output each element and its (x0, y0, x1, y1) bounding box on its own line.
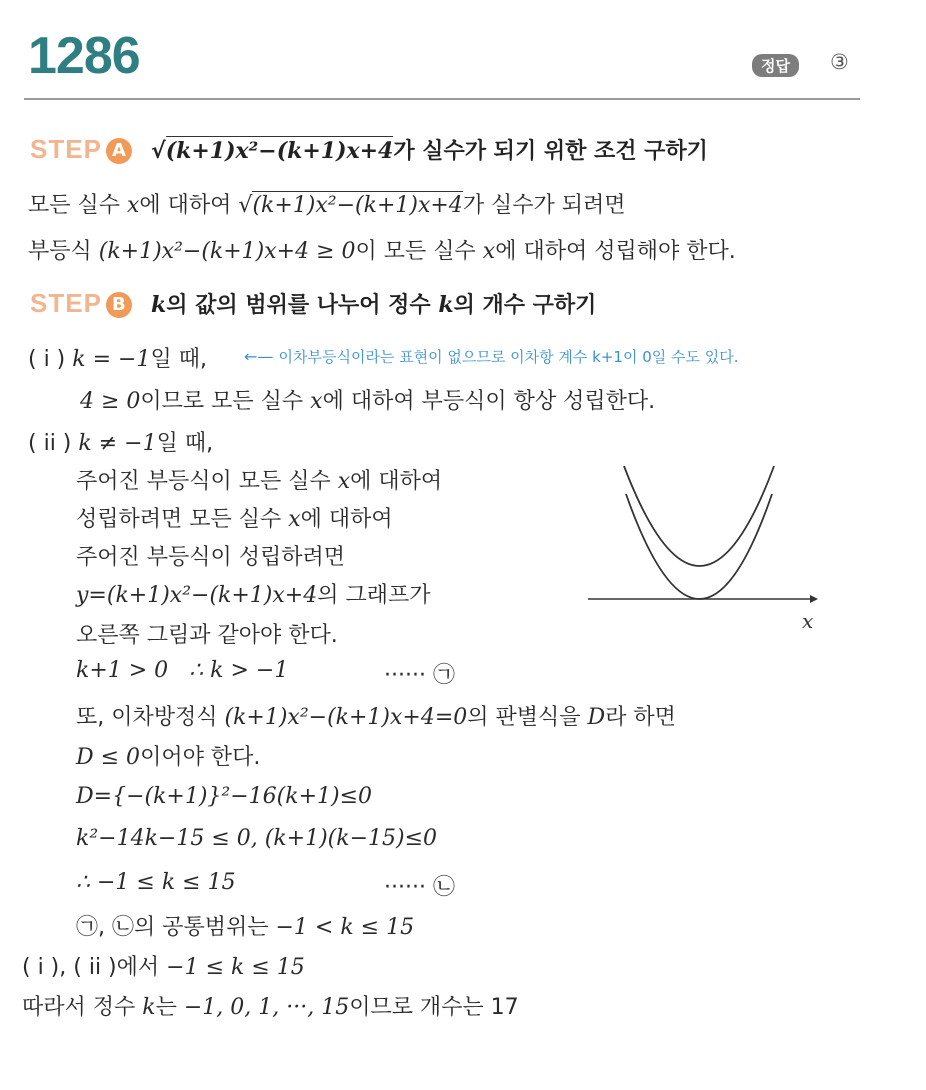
text: 의 그래프가 (317, 583, 431, 608)
math-range: −1 ≤ k ≤ 15 (166, 955, 305, 980)
text: 일 때, (150, 347, 207, 372)
case-2-line-8 (76, 740, 260, 771)
x-axis-label: x (802, 609, 814, 633)
text: 에 대하여 (139, 193, 239, 218)
step-a-title-text: 가 실수가 되기 위한 조건 구하기 (393, 139, 708, 164)
case-2-line-9 (76, 784, 372, 809)
text: 이어야 한다. (140, 745, 261, 770)
math-range: −1 < k ≤ 15 (275, 915, 415, 940)
text: 또, 이차방정식 (76, 705, 225, 730)
step-a-label: STEP (30, 134, 102, 164)
text: 주어진 부등식이 모든 실수 (76, 469, 338, 494)
text: 에 대하여 (300, 507, 393, 532)
step-a-radical: (k+1)x²−(k+1)x+4 (165, 138, 394, 164)
case-2-line-2 (76, 502, 393, 533)
text: ㉠, ㉡의 공통범위는 (76, 915, 276, 940)
math-condition: D ≤ 0 (76, 745, 141, 770)
text: 라 하면 (605, 705, 676, 730)
math-inequality: (k+1)x²−(k+1)x+4 ≥ 0 (98, 239, 356, 264)
text: 모든 실수 (28, 193, 127, 218)
text: 성립하려면 모든 실수 (76, 507, 289, 532)
math-factor: k²−14k−15 ≤ 0, (k+1)(k−15)≤0 (76, 826, 438, 851)
text: 에 대하여 성립해야 한다. (495, 239, 736, 264)
parabola-tangent (626, 494, 772, 599)
header-divider (24, 98, 860, 100)
case-2-line-6 (76, 658, 288, 683)
math-x: x (127, 193, 140, 218)
parabola-upper (624, 466, 774, 566)
step-a-badge: A (106, 138, 132, 164)
math-range: ∴ −1 ≤ k ≤ 15 (76, 870, 236, 895)
math-k: k (142, 995, 156, 1020)
math-radical: (k+1)x²−(k+1)x+4 (252, 193, 463, 218)
math-condition: k = −1 (72, 347, 151, 372)
case-1-note (244, 346, 739, 367)
case-number: ( i ) (28, 347, 66, 372)
case-2-line-11 (76, 870, 236, 895)
case-2-line-5: 오른쪽 그림과 같아야 한다. (76, 623, 338, 648)
x-axis-arrow-icon (810, 595, 818, 603)
case-number: ( ii ) (28, 431, 72, 456)
step-b-label: STEP (30, 288, 102, 318)
text: 의 값의 범위를 나누어 정수 (166, 293, 439, 318)
tag-1: ······ ㉠ (384, 663, 455, 688)
math-x: x (310, 389, 323, 414)
step-b-title (151, 293, 596, 318)
step-a-line-2 (28, 234, 736, 265)
text: 에 대하여 부등식이 항상 성립한다. (322, 389, 656, 414)
step-a-heading (30, 134, 708, 165)
math-k: k (438, 292, 454, 318)
case-2-line-10 (76, 826, 437, 851)
math-condition: k ≠ −1 (78, 431, 157, 456)
step-b-heading (30, 288, 596, 319)
text: 일 때, (156, 431, 214, 456)
answer-badge: 정답 (752, 54, 799, 77)
case-2-line-4 (76, 578, 430, 609)
conclusion-line-2 (22, 990, 519, 1021)
case-2-line-12 (76, 910, 414, 941)
conclusion-line-1 (22, 950, 305, 981)
case-2-line-3: 주어진 부등식이 성립하려면 (76, 545, 346, 570)
math-x: x (288, 507, 301, 532)
case-1-line (80, 384, 655, 415)
math-x: x (337, 469, 351, 494)
math-list: −1, 0, 1, ···, 15 (183, 995, 350, 1020)
text: 는 (155, 995, 184, 1020)
step-a-line-1: 모든 실수 x에 대하여 √(k+1)x²−(k+1)x+4가 실수가 되려면 (28, 193, 626, 218)
case-2-line-1 (76, 464, 442, 495)
math-x: x (482, 239, 496, 264)
text: 에 대하여 (350, 469, 443, 494)
text: 따라서 정수 (22, 995, 143, 1020)
math-function: y=(k+1)x²−(k+1)x+4 (76, 583, 318, 608)
math-expr: 4 ≥ 0 (80, 389, 141, 414)
text: 이므로 개수는 17 (349, 995, 519, 1020)
arrow-left-icon: ←— (244, 347, 274, 366)
math-discriminant: D={−(k+1)}²−16(k+1)≤0 (76, 784, 373, 809)
text: 이 모든 실수 (355, 239, 483, 264)
case-2-heading (28, 426, 213, 457)
parabola-graph (580, 456, 820, 636)
step-b-badge: B (106, 292, 132, 318)
note-text: 이차부등식이라는 표현이 없으므로 이차항 계수 k+1이 0일 수도 있다. (278, 348, 739, 366)
case-1-heading (28, 342, 207, 373)
math-equation: (k+1)x²−(k+1)x+4=0 (224, 705, 468, 730)
text: 의 판별식을 (467, 705, 588, 730)
problem-number: 1286 (28, 27, 140, 85)
text: 부등식 (28, 239, 99, 264)
math-k: k (151, 292, 167, 318)
math-D: D (587, 705, 606, 730)
answer-value: ③ (830, 50, 849, 74)
step-a-title: √(k+1)x²−(k+1)x+4가 실수가 되기 위한 조건 구하기 (151, 138, 708, 164)
text: 이므로 모든 실수 (140, 389, 311, 414)
tag-2: ······ ㉡ (384, 875, 455, 900)
text: 가 실수가 되려면 (462, 193, 626, 218)
math-condition: k+1 > 0 ∴ k > −1 (76, 658, 289, 683)
case-2-line-7 (76, 700, 676, 731)
text: 의 개수 구하기 (453, 293, 597, 318)
text: ( i ), ( ii )에서 (22, 955, 167, 980)
